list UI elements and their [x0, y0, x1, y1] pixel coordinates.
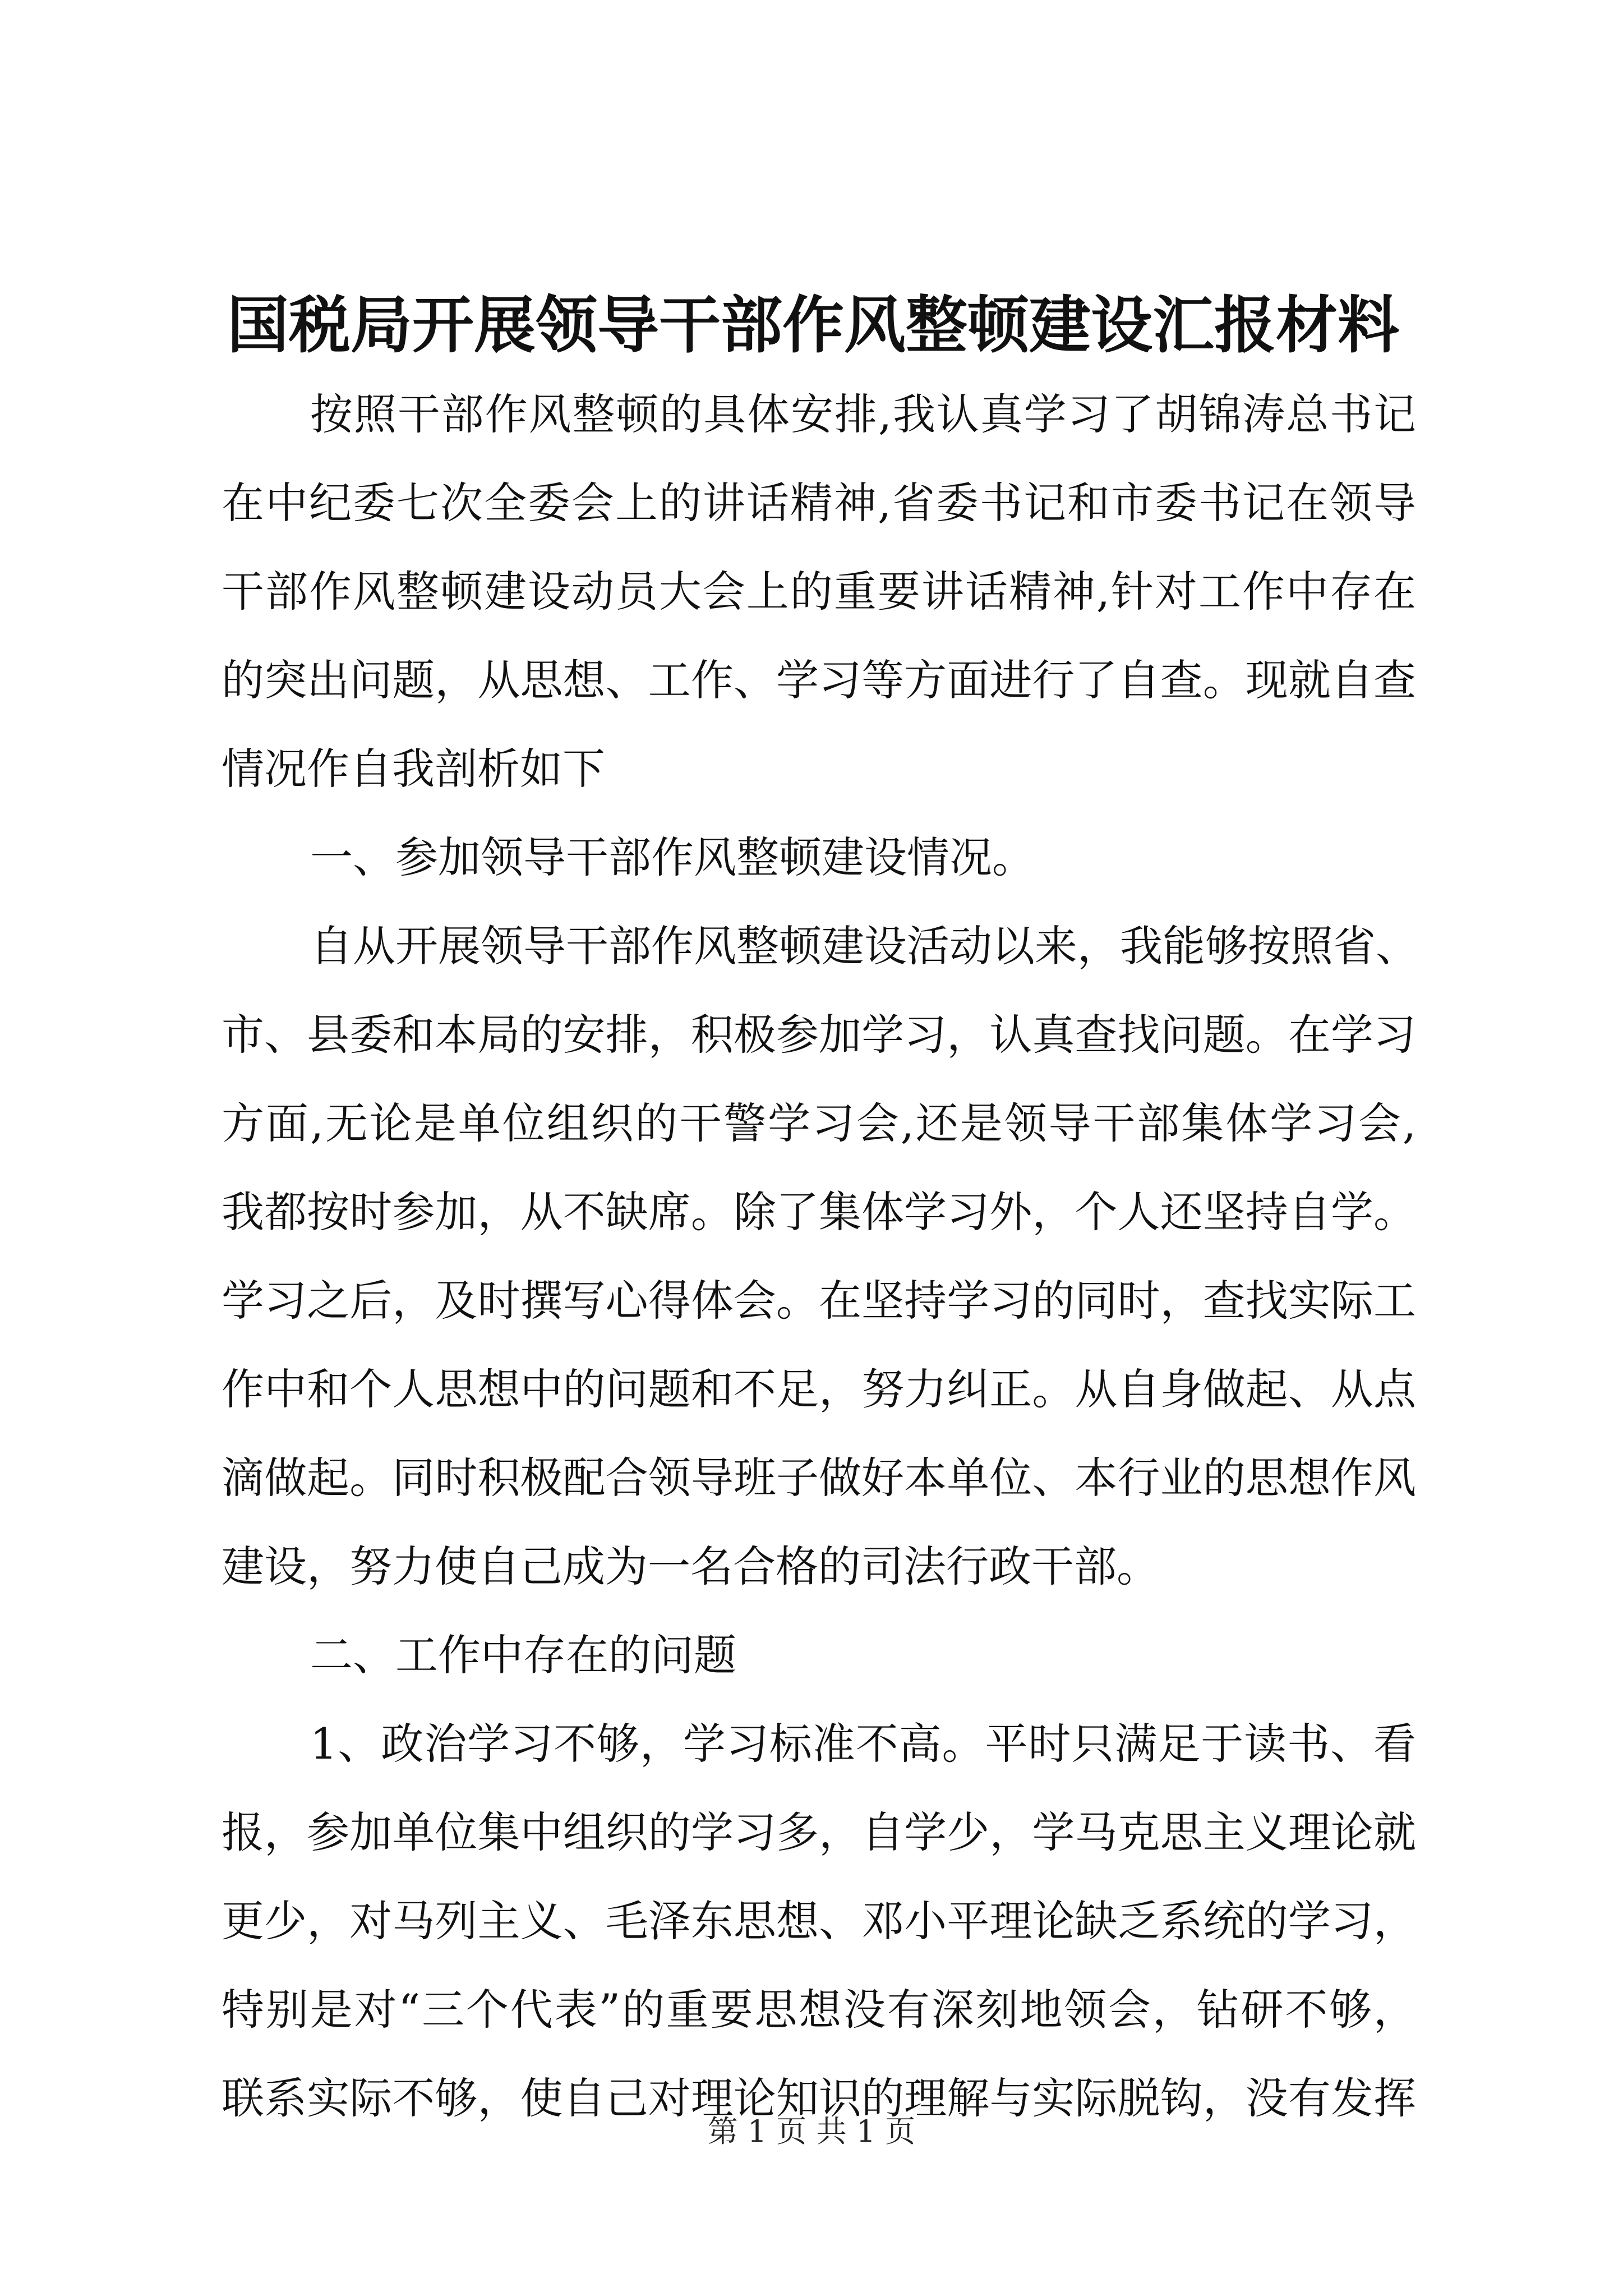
text-line: 报，参加单位集中组织的学习多，自学少，学马克思主义理论就 [222, 1807, 1416, 1857]
text-line: 在中纪委七次全委会上的讲话精神,省委书记和市委书记在领导 [222, 478, 1416, 528]
section-heading: 一、参加领导干部作风整顿建设情况。 [310, 832, 1035, 882]
text-line: 1、政治学习不够，学习标准不高。平时只满足于读书、看 [310, 1719, 1416, 1769]
text-line: 联系实际不够，使自己对理论知识的理解与实际脱钩，没有发挥 [222, 2073, 1416, 2123]
text-line: 更少，对马列主义、毛泽东思想、邓小平理论缺乏系统的学习， [222, 1896, 1416, 1946]
section-heading: 二、工作中存在的问题 [310, 1630, 736, 1680]
text-line: 干部作风整顿建设动员大会上的重要讲话精神,针对工作中存在 [222, 567, 1416, 616]
text-line: 滴做起。同时积极配合领导班子做好本单位、本行业的思想作风 [222, 1453, 1416, 1503]
text-line: 的突出问题，从思想、工作、学习等方面进行了自查。现就自查 [222, 655, 1416, 705]
text-line: 我都按时参加，从不缺席。除了集体学习外，个人还坚持自学。 [222, 1187, 1416, 1237]
text-line: 情况作自我剖析如下 [222, 744, 605, 794]
text-line: 学习之后，及时撰写心得体会。在坚持学习的同时，查找实际工 [222, 1276, 1416, 1326]
page-footer: 第 1 页 共 1 页 [707, 2114, 916, 2149]
text-line: 自从开展领导干部作风整顿建设活动以来，我能够按照省、 [310, 921, 1418, 971]
document-body [222, 370, 1416, 2143]
text-line: 方面,无论是单位组织的干警学习会,还是领导干部集体学习会, [222, 1098, 1416, 1148]
text-line: 按照干部作风整顿的具体安排,我认真学习了胡锦涛总书记 [310, 389, 1416, 439]
text-line: 作中和个人思想中的问题和不足，努力纠正。从自身做起、从点 [222, 1364, 1416, 1414]
text-line: 建设，努力使自己成为一名合格的司法行政干部。 [222, 1542, 1159, 1591]
text-line: 特别是对“三个代表”的重要思想没有深刻地领会，钻研不够， [222, 1985, 1416, 2035]
text-line: 市、县委和本局的安排，积极参加学习，认真查找问题。在学习 [222, 1010, 1416, 1060]
document-title: 国税局开展领导干部作风整顿建设汇报材料 [227, 289, 1399, 361]
